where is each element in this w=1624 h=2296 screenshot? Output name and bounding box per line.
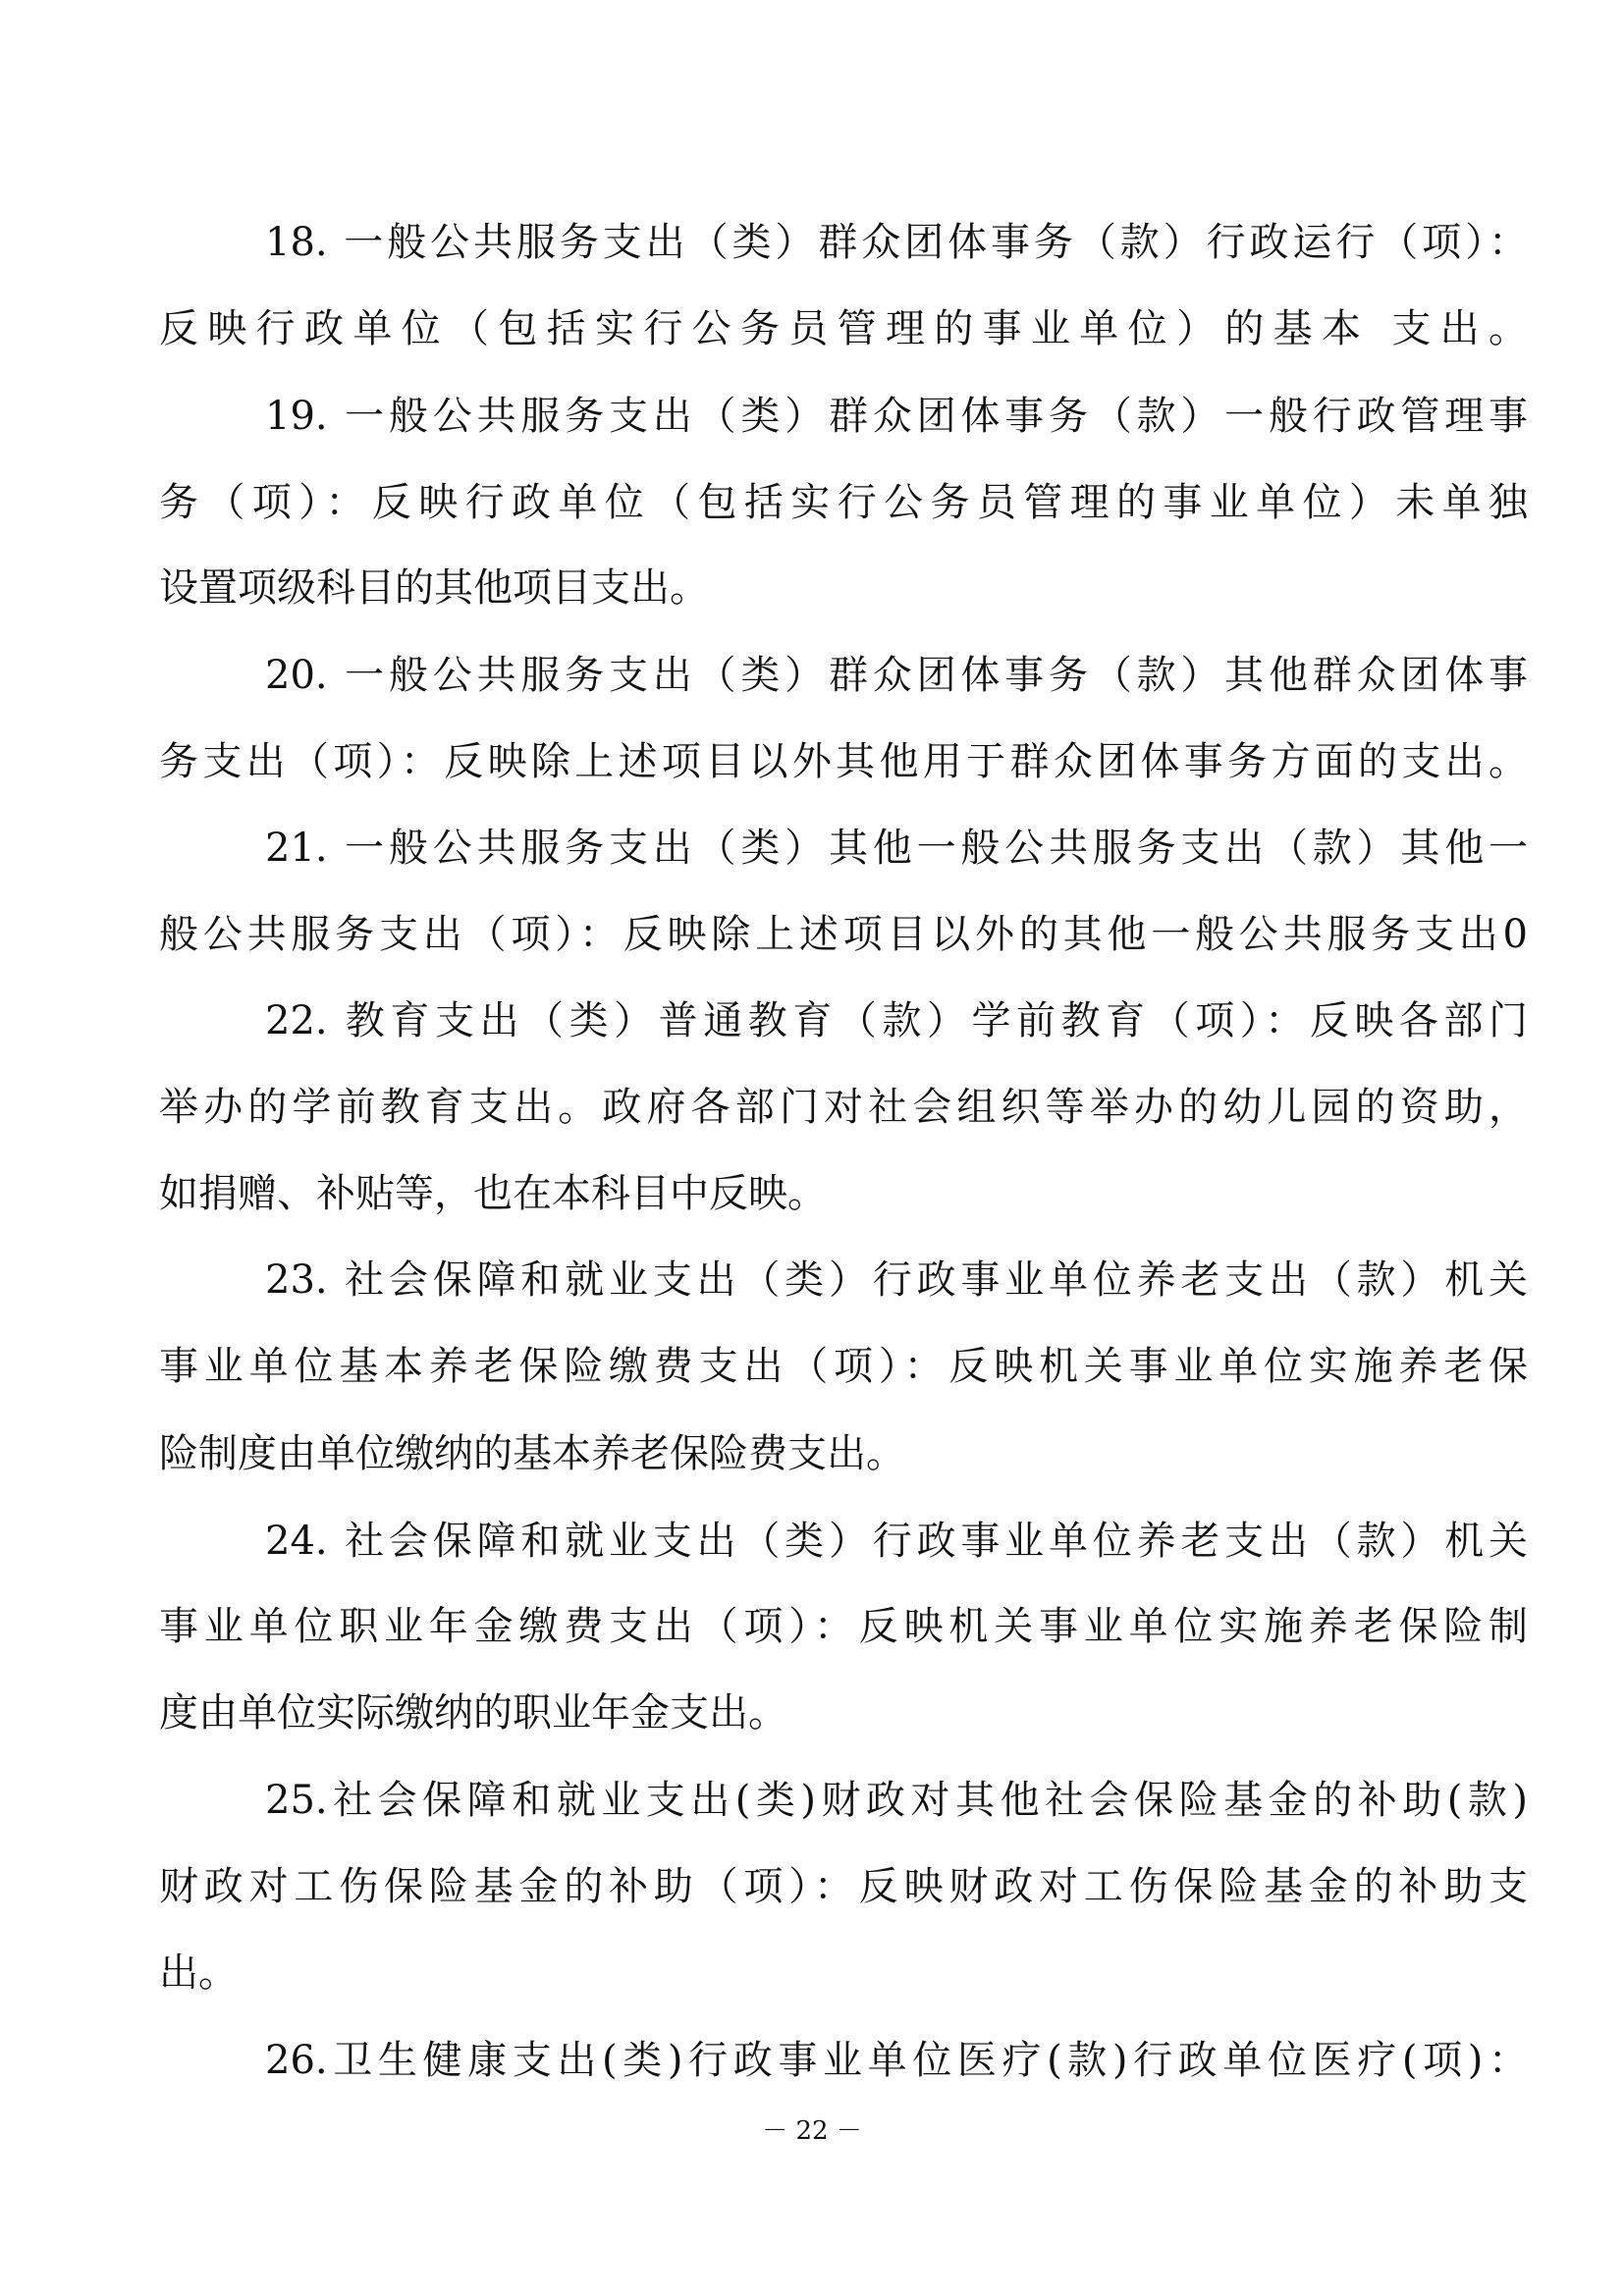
text-line-item22-2: 举办的学前教育支出。政府各部门对社会组织等举办的幼儿园的资助， xyxy=(159,1085,1528,1130)
text-line-item23-1: 23. 社会保障和就业支出（类）行政事业单位养老支出（款）机关 xyxy=(265,1257,1528,1303)
text-line-item25-3: 出。 xyxy=(159,1950,238,1996)
text-line-item20-2: 务支出（项）：反映除上述项目以外其他用于群众团体事务方面的支出。 xyxy=(159,739,1528,784)
text-line-item19-3: 设置项级科目的其他项目支出。 xyxy=(159,565,709,611)
text-line-item18-2: 反映行政单位（包括实行公务员管理的事业单位）的基本 支出。 xyxy=(159,306,1528,351)
text-line-item19-1: 19. 一般公共服务支出（类）群众团体事务（款）一般行政管理事 xyxy=(265,394,1528,439)
text-line-item25-1: 25.社会保障和就业支出(类)财政对其他社会保险基金的补助(款) xyxy=(265,1778,1528,1823)
text-line-item21-2: 般公共服务支出（项）：反映除上述项目以外的其他一般公共服务支出0 xyxy=(159,912,1528,957)
text-line-item26-1: 26.卫生健康支出(类)行政事业单位医疗(款)行政单位医疗(项)： xyxy=(265,2038,1528,2083)
text-line-item23-3: 险制度由单位缴纳的基本养老保险费支出。 xyxy=(159,1431,905,1476)
text-line-item22-3: 如捐赠、补贴等，也在本科目中反映。 xyxy=(159,1171,827,1216)
page-number: － 22 － xyxy=(762,2116,862,2146)
text-line-item24-1: 24. 社会保障和就业支出（类）行政事业单位养老支出（款）机关 xyxy=(265,1519,1528,1564)
text-line-item19-2: 务（项）：反映行政单位（包括实行公务员管理的事业单位）未单独 xyxy=(159,480,1528,525)
text-line-item22-1: 22. 教育支出（类）普通教育（款）学前教育（项）：反映各部门 xyxy=(265,998,1528,1043)
text-line-item24-2: 事业单位职业年金缴费支出（项）：反映机关事业单位实施养老保险制 xyxy=(159,1604,1528,1649)
text-line-item18-1: 18. 一般公共服务支出（类）群众团体事务（款）行政运行（项）： xyxy=(265,220,1528,265)
text-line-item24-3: 度由单位实际缴纳的职业年金支出。 xyxy=(159,1690,787,1735)
text-line-item23-2: 事业单位基本养老保险缴费支出（项）：反映机关事业单位实施养老保 xyxy=(159,1344,1528,1389)
text-line-item20-1: 20. 一般公共服务支出（类）群众团体事务（款）其他群众团体事 xyxy=(265,653,1528,698)
text-line-item25-2: 财政对工伤保险基金的补助（项）：反映财政对工伤保险基金的补助支 xyxy=(159,1864,1528,1909)
text-line-item21-1: 21. 一般公共服务支出（类）其他一般公共服务支出（款）其他一 xyxy=(265,826,1528,871)
